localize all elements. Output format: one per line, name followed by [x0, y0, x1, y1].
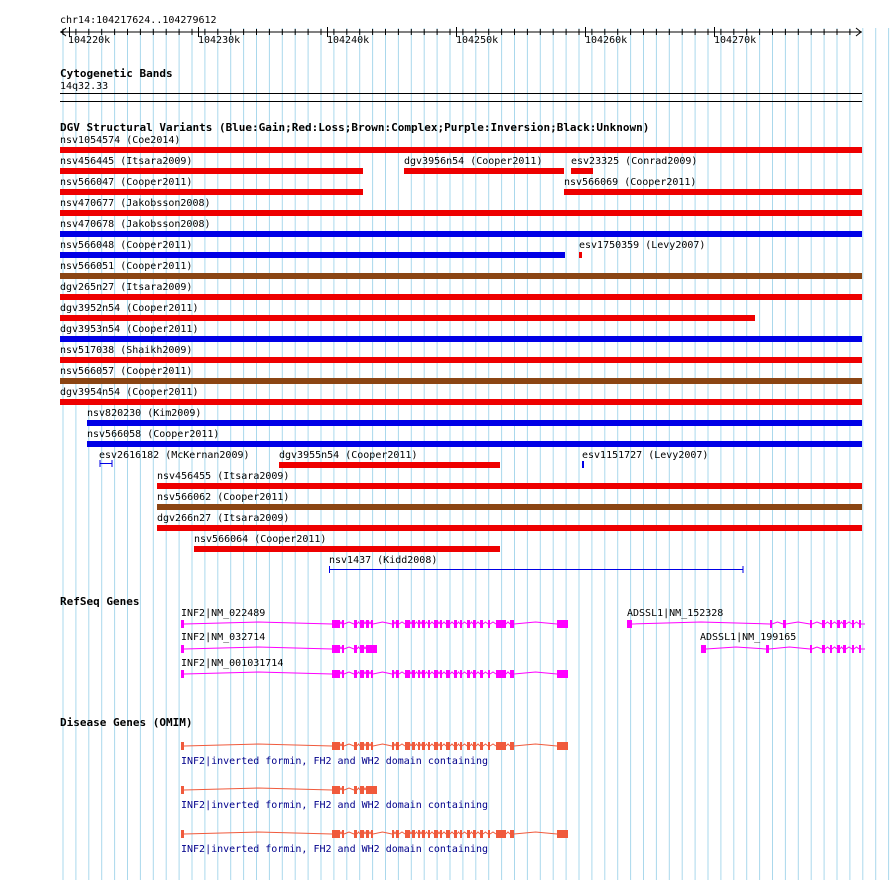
- variant-bar-loss[interactable]: [194, 546, 500, 552]
- ruler-tick-label: 104250k: [456, 35, 499, 46]
- variant-span-gain[interactable]: [329, 565, 747, 575]
- omim-track-title: Disease Genes (OMIM): [60, 716, 193, 729]
- dgv-track-title: DGV Structural Variants (Blue:Gain;Red:Loss;Brown:Complex;Purple:Inversion;Black:Unknown): [60, 121, 650, 134]
- variant-bar-loss[interactable]: [60, 189, 363, 195]
- variant-label[interactable]: esv1750359 (Levy2007): [579, 240, 706, 251]
- variant-bar-loss[interactable]: [60, 399, 862, 405]
- variant-bar-loss[interactable]: [564, 189, 862, 195]
- refseq-gene-models[interactable]: [0, 600, 890, 690]
- variant-bar-gain[interactable]: [87, 441, 862, 447]
- gene-label[interactable]: INF2|NM_001031714: [181, 658, 284, 669]
- omim-gene-models[interactable]: [0, 730, 890, 850]
- variant-label[interactable]: nsv566048 (Cooper2011): [60, 240, 193, 251]
- variant-label[interactable]: dgv3952n54 (Cooper2011): [60, 303, 199, 314]
- ruler-tick-label: 104230k: [198, 35, 241, 46]
- variant-label[interactable]: nsv1437 (Kidd2008): [329, 555, 438, 566]
- variant-bar-complex[interactable]: [60, 273, 862, 279]
- variant-label[interactable]: nsv456445 (Itsara2009): [60, 156, 193, 167]
- omim-gene-model[interactable]: [181, 786, 377, 794]
- disease-gene-label[interactable]: INF2|inverted formin, FH2 and WH2 domain containing: [181, 844, 489, 855]
- ruler-tick-label: 104270k: [714, 35, 757, 46]
- variant-bar-loss[interactable]: [60, 147, 862, 153]
- variant-bar-loss[interactable]: [157, 483, 862, 489]
- gene-model-inf2-nm-022489[interactable]: [181, 620, 568, 628]
- variant-bar-loss[interactable]: [571, 168, 593, 174]
- cytoband-line-top: [60, 93, 862, 94]
- ruler-tick-label: 104260k: [585, 35, 628, 46]
- ruler-tick-label: 104220k: [68, 35, 111, 46]
- variant-label[interactable]: nsv566047 (Cooper2011): [60, 177, 193, 188]
- variant-label[interactable]: dgv265n27 (Itsara2009): [60, 282, 193, 293]
- gene-label[interactable]: INF2|NM_032714: [181, 632, 266, 643]
- omim-gene-model[interactable]: [181, 830, 568, 838]
- disease-gene-label[interactable]: INF2|inverted formin, FH2 and WH2 domain containing: [181, 756, 489, 767]
- variant-label[interactable]: esv1151727 (Levy2007): [582, 450, 709, 461]
- variant-bar-loss[interactable]: [404, 168, 564, 174]
- variant-label[interactable]: nsv1054574 (Coe2014): [60, 135, 181, 146]
- variant-span-gain[interactable]: [99, 459, 115, 469]
- variant-label[interactable]: dgv3955n54 (Cooper2011): [279, 450, 418, 461]
- variant-label[interactable]: nsv566064 (Cooper2011): [194, 534, 327, 545]
- variant-bar-gain[interactable]: [60, 336, 862, 342]
- variant-bar-loss[interactable]: [60, 168, 363, 174]
- refseq-track-title: RefSeq Genes: [60, 595, 140, 608]
- variant-label[interactable]: nsv517038 (Shaikh2009): [60, 345, 193, 356]
- variant-bar-loss[interactable]: [60, 294, 862, 300]
- variant-bar-loss[interactable]: [60, 357, 862, 363]
- variant-bar-gain[interactable]: [582, 461, 584, 468]
- variant-bar-complex[interactable]: [157, 504, 862, 510]
- gene-model-inf2-nm-001031714[interactable]: [181, 670, 568, 678]
- variant-label[interactable]: nsv566057 (Cooper2011): [60, 366, 193, 377]
- variant-label[interactable]: dgv3956n54 (Cooper2011): [404, 156, 543, 167]
- variant-label[interactable]: nsv470678 (Jakobsson2008): [60, 219, 211, 230]
- variant-label[interactable]: nsv566058 (Cooper2011): [87, 429, 220, 440]
- gene-model-inf2-nm-032714[interactable]: [181, 645, 377, 653]
- variant-bar-gain[interactable]: [87, 420, 862, 426]
- variant-label[interactable]: dgv3953n54 (Cooper2011): [60, 324, 199, 335]
- disease-gene-label[interactable]: INF2|inverted formin, FH2 and WH2 domain containing: [181, 800, 489, 811]
- variant-label[interactable]: dgv3954n54 (Cooper2011): [60, 387, 199, 398]
- variant-label[interactable]: esv23325 (Conrad2009): [571, 156, 698, 167]
- gene-label[interactable]: ADSSL1|NM_199165: [700, 632, 797, 643]
- omim-gene-model[interactable]: [181, 742, 568, 750]
- variant-label[interactable]: esv2616182 (McKernan2009): [99, 450, 250, 461]
- variant-label[interactable]: nsv566069 (Cooper2011): [564, 177, 697, 188]
- gene-model-adssl1-nm-152328[interactable]: [627, 620, 865, 628]
- variant-label[interactable]: nsv470677 (Jakobsson2008): [60, 198, 211, 209]
- variant-bar-gain[interactable]: [60, 231, 862, 237]
- variant-bar-loss[interactable]: [60, 315, 755, 321]
- gene-label[interactable]: ADSSL1|NM_152328: [627, 608, 724, 619]
- variant-bar-complex[interactable]: [60, 378, 862, 384]
- ruler-title: chr14:104217624..104279612: [60, 15, 217, 26]
- variant-bar-loss[interactable]: [60, 210, 862, 216]
- cytoband-track-title: Cytogenetic Bands: [60, 67, 173, 80]
- variant-label[interactable]: nsv566062 (Cooper2011): [157, 492, 290, 503]
- variant-label[interactable]: dgv266n27 (Itsara2009): [157, 513, 290, 524]
- cytoband-label: 14q32.33: [60, 81, 109, 92]
- gene-label[interactable]: INF2|NM_022489: [181, 608, 266, 619]
- variant-bar-loss[interactable]: [579, 252, 582, 258]
- variant-bar-gain[interactable]: [60, 252, 565, 258]
- cytoband-line-bottom: [60, 101, 862, 102]
- variant-label[interactable]: nsv456455 (Itsara2009): [157, 471, 290, 482]
- ruler-tick-label: 104240k: [327, 35, 370, 46]
- variant-bar-loss[interactable]: [279, 462, 500, 468]
- ruler-axis[interactable]: [0, 26, 890, 46]
- variant-label[interactable]: nsv820230 (Kim2009): [87, 408, 202, 419]
- variant-label[interactable]: nsv566051 (Cooper2011): [60, 261, 193, 272]
- variant-bar-loss[interactable]: [157, 525, 862, 531]
- gene-model-adssl1-nm-199165[interactable]: [701, 645, 865, 653]
